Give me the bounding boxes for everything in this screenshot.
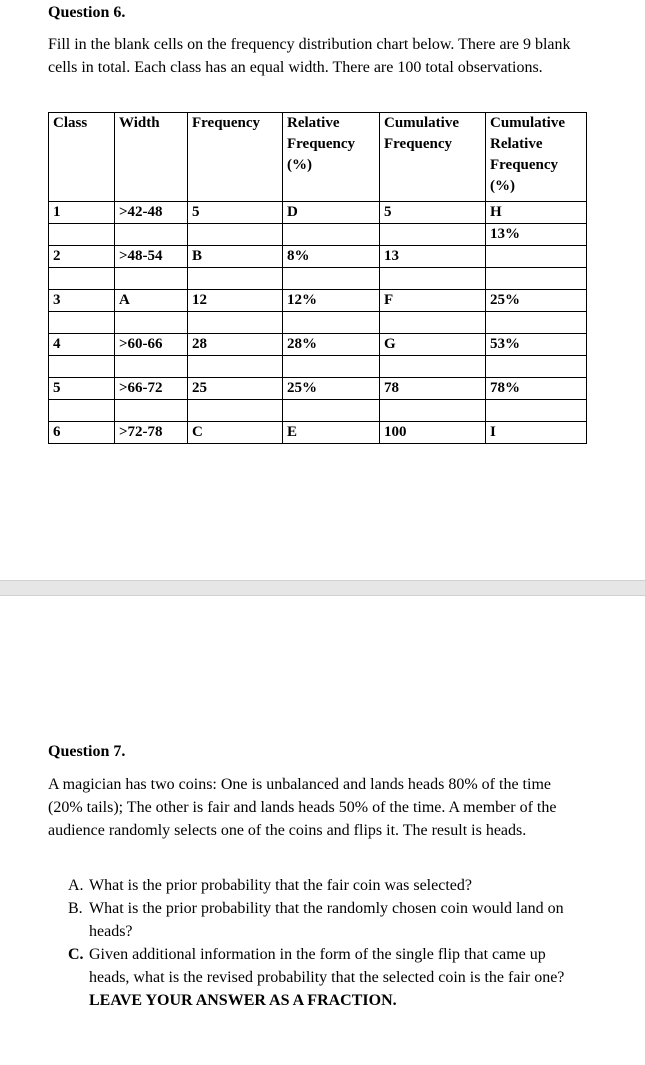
cell-class [49, 312, 115, 334]
cell-class: 6 [49, 422, 115, 444]
table-row [49, 268, 587, 290]
part-a-marker: A. [68, 877, 84, 894]
cell-cumulative-relative-frequency [486, 400, 587, 422]
cell-frequency [188, 400, 283, 422]
cell-width [115, 400, 188, 422]
cell-cumulative-relative-frequency [486, 246, 587, 268]
part-b [68, 897, 588, 943]
cell-cumulative-relative-frequency [486, 268, 587, 290]
cell-width: >42-48 [115, 202, 188, 224]
cell-cumulative-relative-frequency: 53% [486, 334, 587, 356]
question-7-intro: A magician has two coins: One is unbalanced and lands heads 80% of the time (20% tails); The other is fair and lands heads 50% of the time. A member of the audience randomly selects one of the coins and flips it. The result is heads. [48, 776, 557, 839]
cell-relative-frequency [283, 400, 380, 422]
header-cumulative-frequency: Cumulative Frequency [380, 113, 486, 202]
page-separator [0, 580, 645, 596]
cell-class: 2 [49, 246, 115, 268]
part-c-content [89, 943, 588, 1012]
cell-frequency: C [188, 422, 283, 444]
cell-width [115, 224, 188, 246]
cell-frequency: B [188, 246, 283, 268]
cell-cumulative-frequency: G [380, 334, 486, 356]
cell-relative-frequency [283, 356, 380, 378]
question-6-intro: Fill in the blank cells on the frequency distribution chart below. There are 9 blank cells in total. Each class has an equal width. There are 100 total observations. [48, 36, 571, 76]
cell-frequency: 25 [188, 378, 283, 400]
cell-frequency [188, 356, 283, 378]
cell-width: >60-66 [115, 334, 188, 356]
cell-cumulative-frequency: 13 [380, 246, 486, 268]
table-row [49, 334, 587, 356]
cell-width [115, 312, 188, 334]
cell-class: 3 [49, 290, 115, 312]
cell-frequency: 5 [188, 202, 283, 224]
cell-cumulative-frequency: 5 [380, 202, 486, 224]
cell-cumulative-frequency [380, 312, 486, 334]
table-header-row [49, 113, 587, 202]
header-frequency: Frequency [188, 113, 283, 202]
cell-relative-frequency: E [283, 422, 380, 444]
frequency-distribution-table [48, 112, 587, 444]
cell-cumulative-relative-frequency [486, 356, 587, 378]
cell-relative-frequency [283, 312, 380, 334]
cell-frequency: 12 [188, 290, 283, 312]
cell-frequency [188, 224, 283, 246]
header-width: Width [115, 113, 188, 202]
cell-class [49, 356, 115, 378]
table-row [49, 312, 587, 334]
cell-class: 1 [49, 202, 115, 224]
header-cumulative-relative-frequency: Cumulative Relative Frequency (%) [486, 113, 587, 202]
part-c [68, 943, 588, 1012]
cell-relative-frequency: D [283, 202, 380, 224]
part-b-text: What is the prior probability that the randomly chosen coin would land on heads? [89, 900, 564, 940]
table-row [49, 246, 587, 268]
cell-width [115, 268, 188, 290]
part-a [68, 874, 588, 897]
cell-class [49, 268, 115, 290]
cell-cumulative-frequency: 78 [380, 378, 486, 400]
table-row [49, 356, 587, 378]
cell-width: >72-78 [115, 422, 188, 444]
header-class: Class [49, 113, 115, 202]
cell-cumulative-frequency [380, 268, 486, 290]
part-c-marker: C. [68, 946, 84, 963]
cell-cumulative-relative-frequency: H [486, 202, 587, 224]
cell-relative-frequency: 12% [283, 290, 380, 312]
table-row [49, 378, 587, 400]
question-7-title: Question 7. [48, 743, 126, 760]
cell-class [49, 400, 115, 422]
part-c-text: Given additional information in the form of the single flip that came up heads, what is the revised probability that the selected coin is the fair one? [89, 946, 565, 986]
cell-relative-frequency: 8% [283, 246, 380, 268]
cell-cumulative-relative-frequency: 78% [486, 378, 587, 400]
cell-relative-frequency: 28% [283, 334, 380, 356]
part-a-text: What is the prior probability that the fair coin was selected? [89, 877, 472, 894]
part-b-marker: B. [68, 900, 83, 917]
cell-cumulative-frequency [380, 356, 486, 378]
cell-cumulative-frequency [380, 400, 486, 422]
cell-frequency [188, 268, 283, 290]
cell-cumulative-frequency [380, 224, 486, 246]
cell-cumulative-frequency: 100 [380, 422, 486, 444]
cell-cumulative-relative-frequency: 25% [486, 290, 587, 312]
cell-cumulative-relative-frequency: 13% [486, 224, 587, 246]
cell-class: 4 [49, 334, 115, 356]
table-row [49, 224, 587, 246]
cell-cumulative-frequency: F [380, 290, 486, 312]
cell-frequency [188, 312, 283, 334]
table-row [49, 290, 587, 312]
cell-relative-frequency: 25% [283, 378, 380, 400]
cell-width: >66-72 [115, 378, 188, 400]
question-6-title: Question 6. [48, 4, 126, 21]
table-row [49, 422, 587, 444]
part-c-emphasis: LEAVE YOUR ANSWER AS A FRACTION. [89, 992, 397, 1009]
cell-width: >48-54 [115, 246, 188, 268]
cell-cumulative-relative-frequency: I [486, 422, 587, 444]
cell-class [49, 224, 115, 246]
table-row [49, 202, 587, 224]
cell-frequency: 28 [188, 334, 283, 356]
cell-relative-frequency [283, 224, 380, 246]
cell-cumulative-relative-frequency [486, 312, 587, 334]
cell-width [115, 356, 188, 378]
cell-class: 5 [49, 378, 115, 400]
cell-width: A [115, 290, 188, 312]
header-relative-frequency: Relative Frequency (%) [283, 113, 380, 202]
question-7-parts [68, 874, 588, 1012]
cell-relative-frequency [283, 268, 380, 290]
table-row [49, 400, 587, 422]
